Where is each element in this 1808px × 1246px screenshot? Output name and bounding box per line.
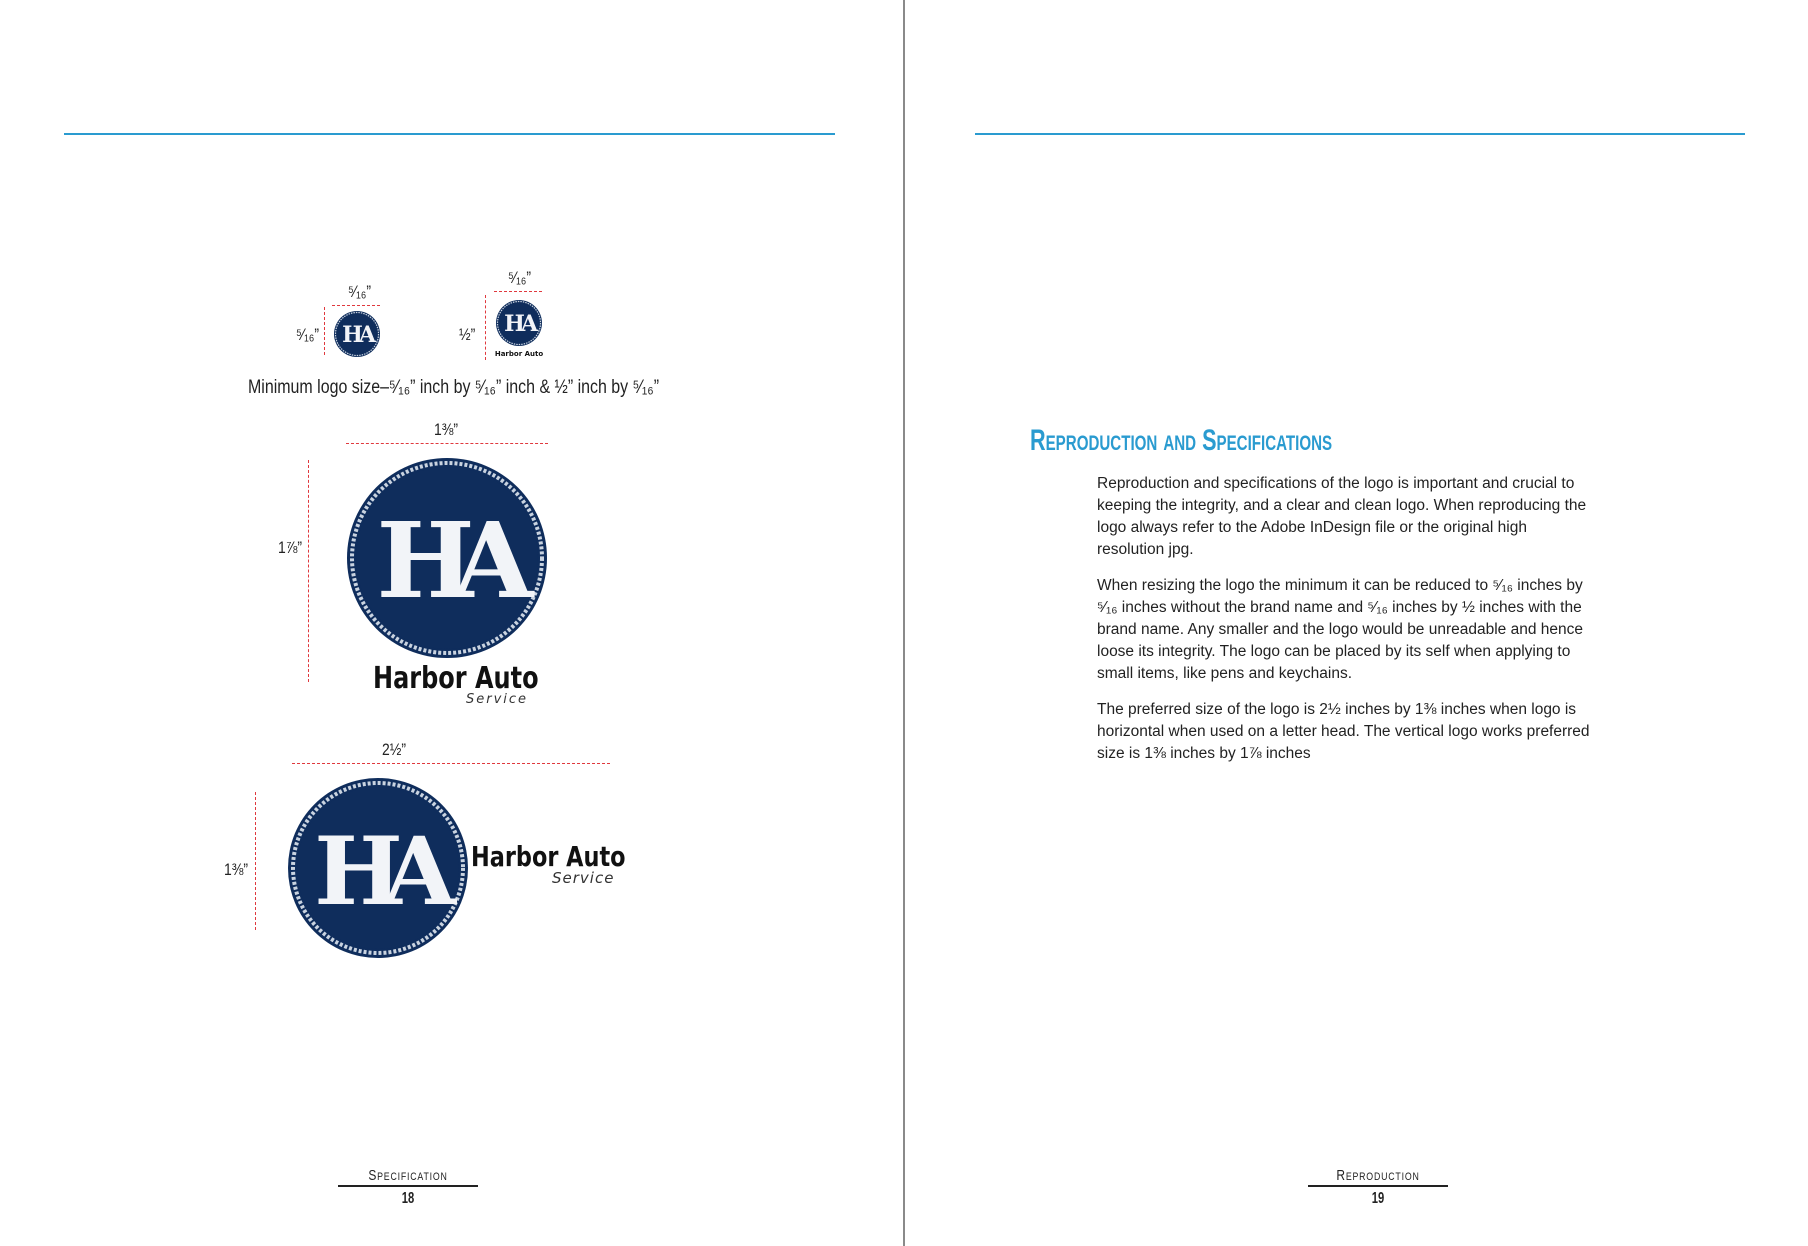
horizontal-logo-width-label: 2½” [382, 740, 407, 759]
header-rule [64, 133, 835, 135]
min-brand-logo-icon [495, 300, 543, 362]
min-logo-height-label: ⁵⁄₁₆” [296, 325, 320, 344]
min-logo-height-guide [324, 307, 325, 355]
vertical-logo-brand-name: Harbor Auto [373, 661, 539, 696]
svg-text:HA: HA [342, 322, 372, 348]
svg-text:HA: HA [376, 499, 512, 622]
min-logo-width-guide [332, 305, 380, 306]
horizontal-logo-height-label: 1⅜” [224, 860, 249, 879]
header-rule [975, 133, 1745, 135]
horizontal-logo-width-guide [292, 763, 610, 764]
footer-divider [338, 1185, 478, 1187]
min-logo-icon [333, 310, 381, 358]
page-number: 19 [1371, 1190, 1385, 1207]
min-brand-logo-height-label: ½” [459, 325, 476, 344]
min-logo-caption: Minimum logo size–⁵⁄₁₆” inch by ⁵⁄₁₆” inch & ½” inch by ⁵⁄₁₆” [248, 377, 660, 398]
horizontal-logo-brand-sub: Service [552, 869, 615, 887]
body-paragraph-1: Reproduction and specifications of the logo is important and crucial to keeping the integrity, and a clear and clean logo. When reproducing the logo always refer to the Adobe InDesign file or the original high resolution jpg. [1097, 475, 1587, 558]
vertical-logo-height-label: 1⅞” [278, 538, 303, 557]
min-brand-logo-width-guide [494, 291, 542, 292]
footer-title: Specification [368, 1167, 448, 1184]
svg-text:Harbor Auto: Harbor Auto [495, 350, 543, 358]
body-paragraph-2: When resizing the logo the minimum it can be reduced to ⁵⁄₁₆ inches by ⁵⁄₁₆ inches without the brand name and ⁵⁄₁₆ inches by ½ inches with the brand name. Any smaller and the logo would be unreadable and hence loose its integrity. The logo can be placed by its self when applying to small items, like pens and keychains. [1097, 577, 1584, 682]
horizontal-logo-emblem [287, 777, 469, 959]
section-heading: Reproduction and Specifications [1030, 424, 1333, 457]
svg-text:HA: HA [504, 311, 534, 337]
page-number: 18 [401, 1190, 415, 1207]
horizontal-logo-height-guide [255, 792, 256, 930]
vertical-logo-width-guide [346, 443, 548, 444]
left-page [0, 0, 903, 1246]
footer-title: Reproduction [1336, 1167, 1420, 1184]
vertical-logo-width-label: 1⅜” [434, 420, 459, 439]
footer-divider [1308, 1185, 1448, 1187]
svg-text:HA: HA [314, 817, 436, 927]
horizontal-logo-brand-name: Harbor Auto [471, 840, 626, 873]
min-brand-logo-width-label: ⁵⁄₁₆” [508, 268, 532, 287]
vertical-logo-brand-sub: Service [466, 692, 529, 707]
min-logo-width-label: ⁵⁄₁₆” [348, 282, 372, 301]
vertical-logo-height-guide [308, 460, 309, 682]
min-brand-logo-height-guide [485, 295, 486, 360]
body-paragraph-3: The preferred size of the logo is 2½ inches by 1⅜ inches when logo is horizontal when used on a letter head. The vertical logo works preferred size is 1⅜ inches by 1⅞ inches [1097, 701, 1590, 762]
vertical-logo-emblem [346, 457, 548, 659]
